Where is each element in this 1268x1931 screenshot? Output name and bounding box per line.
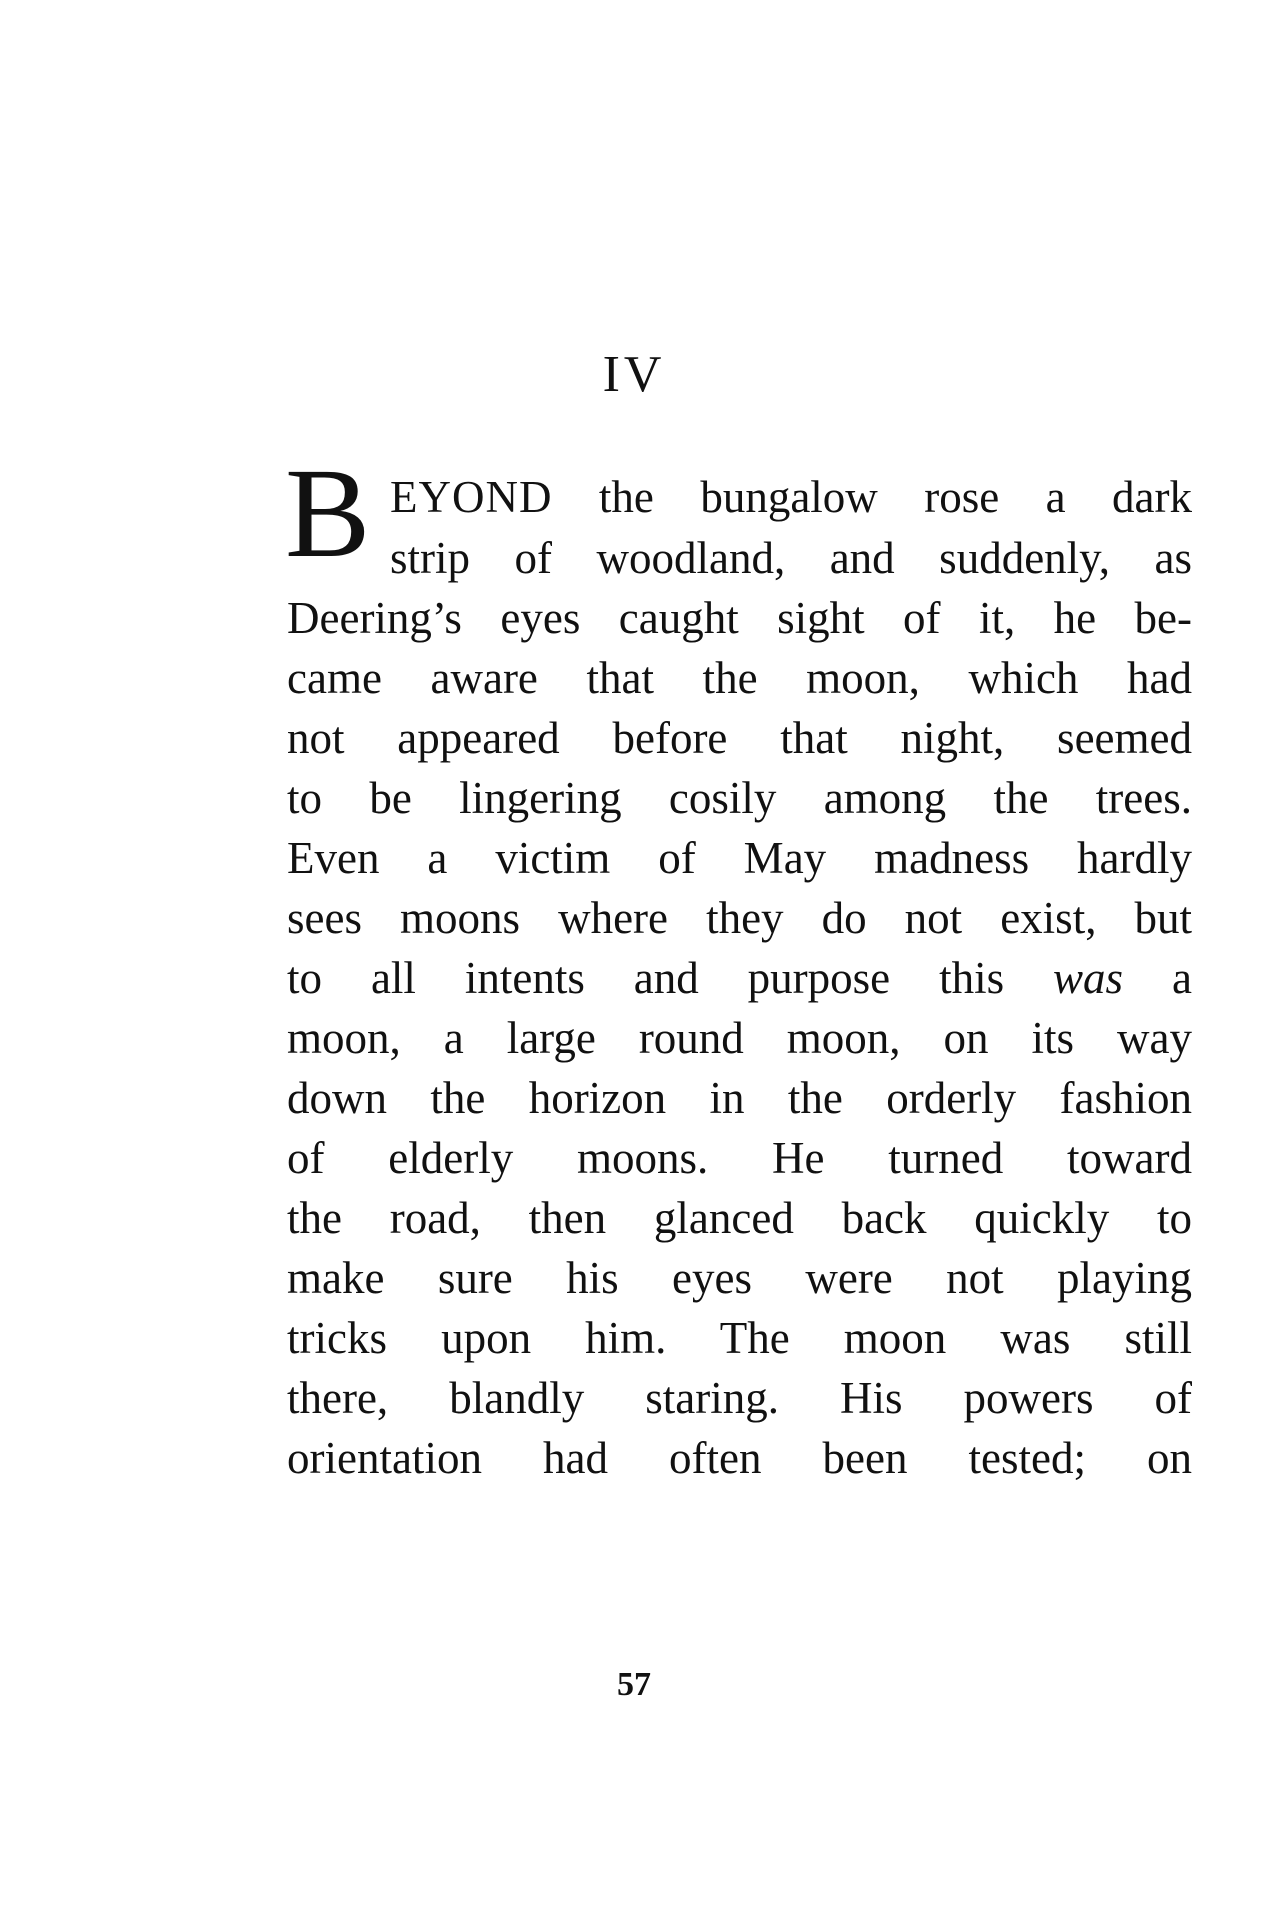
page-number: 57 [617,1666,651,1703]
text-line-11: down the horizon in the orderly fashion [287,1073,1192,1123]
text-line-3: Deering’s eyes caught sight of it, he be- [287,593,1192,643]
line-9-before: to all intents and purpose this [287,953,1054,1003]
text-line-6: to be lingering cosily among the trees. [287,773,1192,823]
text-line-12: of elderly moons. He turned toward [287,1133,1192,1183]
text-line-13: the road, then glanced back quickly to [287,1193,1192,1243]
text-line-16: there, blandly staring. His powers of [287,1373,1192,1423]
line-1-rest: the bungalow rose a dark [552,472,1192,522]
line-9-after: a [1123,953,1192,1003]
opening-small-caps: EYOND [390,472,553,522]
text-line-9 [287,948,1192,1008]
text-line-1 [390,467,1192,527]
text-line-15: tricks upon him. The moon was still [287,1313,1192,1363]
text-line-8: sees moons where they do not exist, but [287,893,1192,943]
chapter-heading: IV [602,346,666,403]
text-line-10: moon, a large round moon, on its way [287,1013,1192,1063]
text-line-7: Even a victim of May madness hardly [287,833,1192,883]
italic-was: was [1053,953,1124,1003]
text-line-4: came aware that the moon, which had [287,653,1192,703]
text-line-5: not appeared before that night, seemed [287,713,1192,763]
text-line-14: make sure his eyes were not playing [287,1253,1192,1303]
text-line-2: strip of woodland, and suddenly, as [390,533,1192,583]
text-line-17: orientation had often been tested; on [287,1433,1192,1483]
drop-cap: B [285,442,371,584]
